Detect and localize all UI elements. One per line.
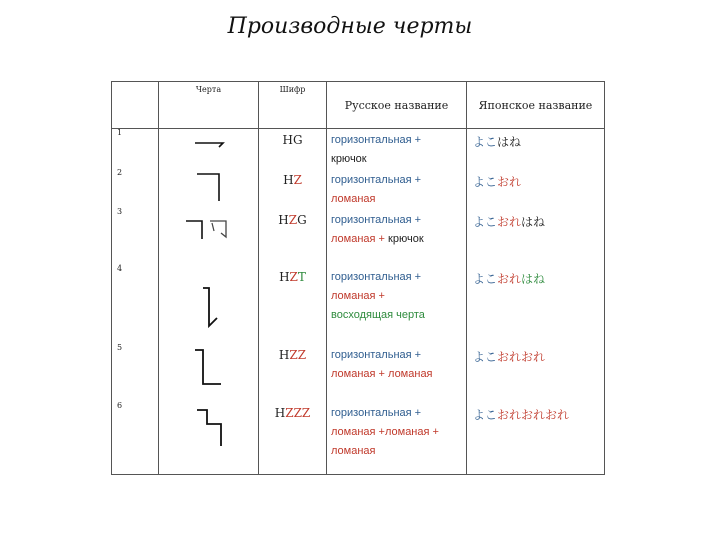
japanese-name-part: はね — [497, 135, 522, 149]
japanese-name-part: はね — [521, 272, 546, 286]
header-stroke: Черта — [159, 82, 259, 129]
code-part: H — [274, 406, 286, 420]
japanese-name-part: おれ — [521, 408, 546, 422]
stroke-horizontal-bend-rise-icon — [179, 266, 239, 336]
row-blank-cell — [112, 266, 159, 344]
code-cell — [259, 266, 327, 344]
code-part: H — [283, 173, 294, 187]
page-title: Производные черты — [227, 14, 473, 39]
stroke-horizontal-bend-hook-icon — [174, 209, 244, 249]
russian-name-part: горизонтальная + — [331, 271, 422, 283]
row-blank-cell — [112, 129, 159, 170]
russian-name-part: ломаная + — [331, 233, 389, 245]
stroke-triple-bend-icon — [179, 402, 239, 452]
russian-name-part: крючок — [388, 233, 424, 245]
russian-name-part: горизонтальная + — [331, 349, 422, 361]
japanese-name-part: おれ — [497, 175, 522, 189]
code-part: Z — [289, 348, 298, 362]
row-number: 5 — [117, 343, 123, 352]
russian-name-part: горизонтальная + — [331, 214, 422, 226]
japanese-name-cell — [467, 209, 605, 266]
code-part: Z — [288, 213, 298, 227]
russian-name-cell — [327, 344, 467, 402]
header-code: Шифр — [259, 82, 327, 129]
stroke-hook-right-icon — [179, 129, 239, 159]
table-row — [112, 209, 605, 266]
japanese-name-part: おれ — [545, 408, 570, 422]
japanese-name-part: おれ — [497, 350, 522, 364]
russian-name-part: ломаная — [331, 445, 376, 457]
glyph-cell — [159, 169, 259, 209]
glyph-cell — [159, 129, 259, 170]
row-blank-cell — [112, 169, 159, 209]
code-cell — [259, 344, 327, 402]
row-number: 2 — [117, 168, 123, 177]
code-part: Z — [293, 406, 302, 420]
russian-name-cell — [327, 402, 467, 474]
russian-name-cell — [327, 266, 467, 344]
russian-name-part: горизонтальная + — [331, 407, 422, 419]
japanese-name-part: よこ — [473, 175, 498, 189]
code-part: G — [292, 133, 303, 147]
russian-name-part: ломаная + — [331, 290, 385, 302]
russian-name-cell — [327, 209, 467, 266]
japanese-name-cell — [467, 129, 605, 170]
glyph-cell — [159, 209, 259, 266]
stroke-horizontal-bend-icon — [179, 169, 239, 205]
japanese-name-cell — [467, 266, 605, 344]
table-row — [112, 344, 605, 402]
japanese-name-part: よこ — [473, 272, 498, 286]
table-row — [112, 169, 605, 209]
row-number: 1 — [117, 128, 123, 137]
code-cell — [259, 402, 327, 474]
code-part: G — [297, 213, 307, 227]
strokes-table — [111, 81, 605, 475]
code-part: Z — [293, 173, 302, 187]
japanese-name-part: よこ — [473, 135, 498, 149]
japanese-name-part: よこ — [473, 350, 498, 364]
japanese-name-part: おれ — [497, 408, 522, 422]
code-part: H — [278, 348, 290, 362]
russian-name-part: горизонтальная + — [331, 174, 422, 186]
code-part: H — [282, 133, 293, 147]
header-russian: Русское название — [327, 82, 467, 129]
russian-name-cell — [327, 129, 467, 170]
row-number: 4 — [117, 264, 123, 273]
russian-name-part: горизонтальная + — [331, 134, 422, 146]
glyph-cell — [159, 344, 259, 402]
row-blank-cell — [112, 344, 159, 402]
row-number: 3 — [117, 207, 123, 216]
row-blank-cell — [112, 402, 159, 474]
code-part: H — [278, 213, 289, 227]
japanese-name-cell — [467, 169, 605, 209]
russian-name-part: восходящая черта — [331, 309, 425, 321]
code-cell — [259, 129, 327, 170]
row-number: 6 — [117, 401, 123, 410]
code-cell — [259, 209, 327, 266]
code-part: Z — [285, 406, 294, 420]
japanese-name-cell — [467, 402, 605, 474]
table-row — [112, 402, 605, 474]
code-part: T — [297, 270, 306, 284]
glyph-cell — [159, 402, 259, 474]
glyph-cell — [159, 266, 259, 344]
code-part: Z — [301, 406, 311, 420]
japanese-name-part: おれ — [497, 215, 522, 229]
japanese-name-part: おれ — [497, 272, 522, 286]
table-row — [112, 129, 605, 170]
russian-name-part: крючок — [331, 153, 367, 165]
russian-name-part: ломаная + ломаная — [331, 368, 433, 380]
stroke-double-bend-icon — [179, 344, 239, 394]
russian-name-part: ломаная +ломаная + — [331, 426, 439, 438]
code-cell — [259, 169, 327, 209]
japanese-name-cell — [467, 344, 605, 402]
code-part: Z — [289, 270, 298, 284]
japanese-name-part: はね — [521, 215, 546, 229]
japanese-name-part: よこ — [473, 408, 498, 422]
table-header-row — [112, 82, 605, 129]
code-part: Z — [297, 348, 307, 362]
japanese-name-part: よこ — [473, 215, 498, 229]
code-part: H — [279, 270, 290, 284]
japanese-name-part: おれ — [521, 350, 546, 364]
header-blank — [112, 82, 159, 129]
table-row — [112, 266, 605, 344]
russian-name-cell — [327, 169, 467, 209]
header-japanese: Японское название — [467, 82, 605, 129]
russian-name-part: ломаная — [331, 193, 376, 205]
row-blank-cell — [112, 209, 159, 266]
